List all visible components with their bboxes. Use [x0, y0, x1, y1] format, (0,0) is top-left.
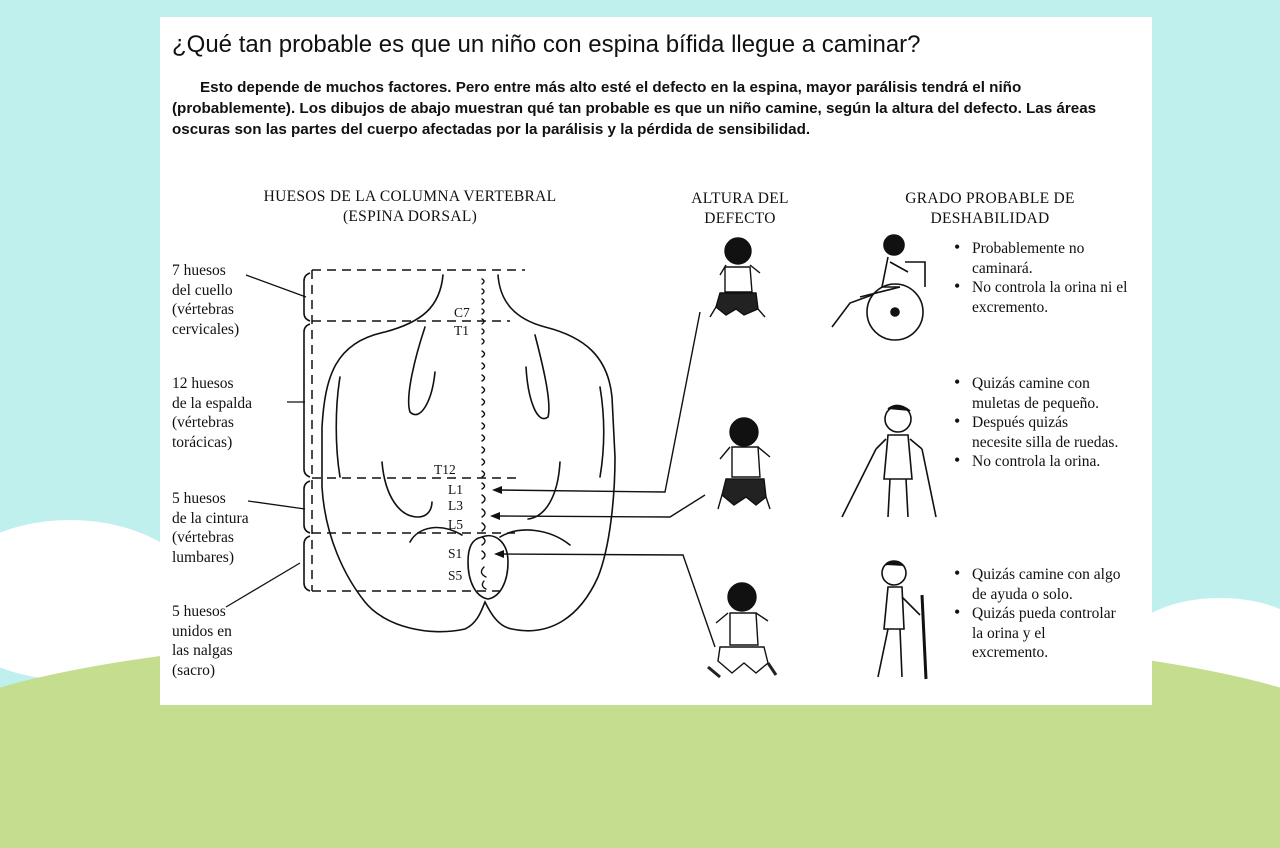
diagram-panel: [160, 17, 1152, 705]
brace-marks: [304, 273, 310, 591]
group-label-thoracic: [172, 374, 252, 452]
child-paralysis-high-icon: [710, 238, 765, 317]
header-level-line2: DEFECTO: [704, 210, 776, 227]
vertebra-label-l5: L5: [448, 517, 463, 532]
intro-paragraph: Esto depende de muchos factores. Pero entre más alto esté el defecto en la espina, mayor parálisis tendrá el niño (probablemente). Los dibujos de abajo muestran qué tan probable es que un niño camine, según la altura del defecto. Las áreas oscuras son las partes del cuerpo afectadas por la parálisis y la pérdida de sensibilidad.: [172, 79, 1097, 138]
header-spine-line2: (ESPINA DORSAL): [342, 208, 478, 225]
group-line: del cuello: [172, 281, 233, 299]
outcome-item: • Quizás camine con muletas de pequeño.: [950, 374, 1120, 413]
group-line: 5 huesos: [172, 603, 226, 620]
vertebra-label-s5: S5: [448, 568, 463, 583]
outcome-list-mid: [950, 374, 1120, 472]
group-line: lumbares): [172, 548, 234, 566]
right-arm-line: [600, 387, 604, 477]
header-disability-line2: DESHABILIDAD: [930, 210, 1050, 227]
group-line: (vértebras: [172, 529, 234, 546]
defect-arrows: [496, 312, 715, 647]
outcome-list-low: [950, 565, 1125, 663]
outcome-item: • Después quizás necesite silla de ruedas.: [950, 413, 1120, 452]
cane-child-icon: [878, 561, 926, 679]
child-paralysis-low-icon: [708, 583, 776, 677]
header-disability-line1: GRADO PROBABLE DE: [905, 190, 1075, 207]
group-line: 12 huesos: [172, 375, 234, 392]
group-line: torácicas): [172, 433, 233, 451]
vertebra-label-l1: L1: [448, 482, 463, 497]
outcome-item: • Probablemente no caminará.: [950, 239, 1145, 278]
page-title: ¿Qué tan probable es que un niño con espina bífida llegue a caminar?: [172, 31, 921, 58]
left-shoulder-blade: [409, 327, 435, 415]
outcome-item: • No controla la orina.: [950, 452, 1120, 472]
group-line: las nalgas: [172, 642, 233, 659]
sacrum-shape: [468, 536, 508, 599]
group-line: 7 huesos: [172, 262, 226, 279]
left-arm-line: [336, 377, 340, 477]
group-line: (vértebras: [172, 301, 234, 318]
header-level-line1: ALTURA DEL: [691, 190, 789, 207]
vertebra-label-l3: L3: [448, 498, 463, 513]
outcome-item: • Quizás camine con algo de ayuda o solo.: [950, 565, 1125, 604]
group-label-lumbar: [172, 489, 249, 567]
vertebra-label-s1: S1: [448, 546, 463, 561]
group-line: (vértebras: [172, 414, 234, 431]
vertebra-label-t12: T12: [434, 462, 456, 477]
outcome-item: • No controla la orina ni el excremento.: [950, 278, 1145, 317]
group-line: unidos en: [172, 622, 232, 640]
group-line: cervicales): [172, 320, 240, 338]
child-paralysis-mid-icon: [718, 418, 770, 509]
arrow-heads: [490, 486, 504, 558]
group-line: de la cintura: [172, 509, 249, 527]
group-line: de la espalda: [172, 394, 253, 412]
outcome-item: • Quizás pueda controlar la orina y el excremento.: [950, 604, 1125, 663]
vertebra-label-t1: T1: [454, 323, 469, 338]
vertebra-label-c7: C7: [454, 305, 470, 320]
right-shoulder-blade: [526, 335, 549, 419]
wheelchair-child-icon: [832, 235, 925, 340]
group-label-sacrum: [172, 602, 233, 680]
group-line: 5 huesos: [172, 490, 226, 507]
left-hip-curve: [382, 462, 432, 517]
header-spine-line1: HUESOS DE LA COLUMNA VERTEBRAL: [263, 188, 557, 205]
group-line: (sacro): [172, 661, 216, 679]
crutches-child-icon: [842, 405, 936, 517]
vertebrae-column: [481, 279, 486, 589]
group-label-cervical: [172, 261, 239, 339]
outcome-list-high: [950, 239, 1145, 317]
